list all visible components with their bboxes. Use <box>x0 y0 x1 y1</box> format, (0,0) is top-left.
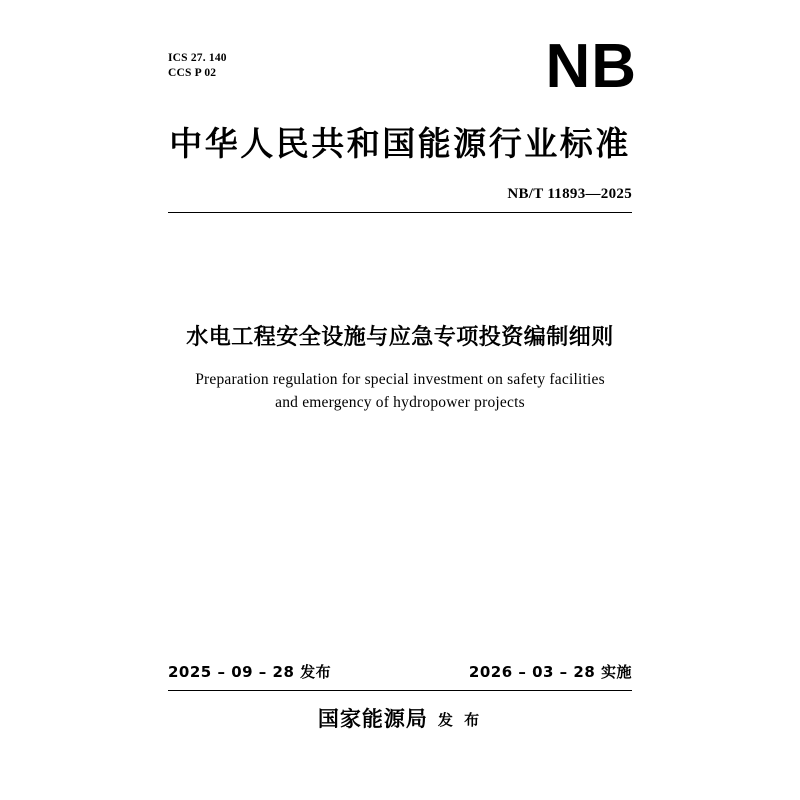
issue-date: 2025 – 09 – 28 发布 <box>168 663 332 681</box>
publisher-name: 国家能源局 <box>317 707 428 731</box>
publisher-line <box>168 703 632 733</box>
header-row <box>168 32 637 112</box>
divider-bottom <box>168 690 632 691</box>
document-title-en-line2: and emergency of hydropower projects <box>275 394 525 411</box>
document-title-cn: 水电工程安全设施与应急专项投资编制细则 <box>186 325 614 350</box>
divider-top <box>168 212 632 213</box>
cover-content <box>168 0 637 800</box>
ccs-code: CCS P 02 <box>168 67 217 79</box>
standard-series-title: 中华人民共和国能源行业标准 <box>169 124 631 163</box>
publisher-verb: 发 布 <box>437 711 483 729</box>
dates-row <box>168 661 632 683</box>
effective-date: 2026 – 03 – 28 实施 <box>468 663 632 681</box>
document-title-en <box>188 368 612 414</box>
classification-codes <box>168 51 227 81</box>
standard-number: NB/T 11893—2025 <box>507 186 632 202</box>
ics-code: ICS 27. 140 <box>168 52 227 64</box>
document-title-en-line1: Preparation regulation for special investment on safety facilities <box>195 371 605 388</box>
nb-logo: NB <box>545 32 637 101</box>
